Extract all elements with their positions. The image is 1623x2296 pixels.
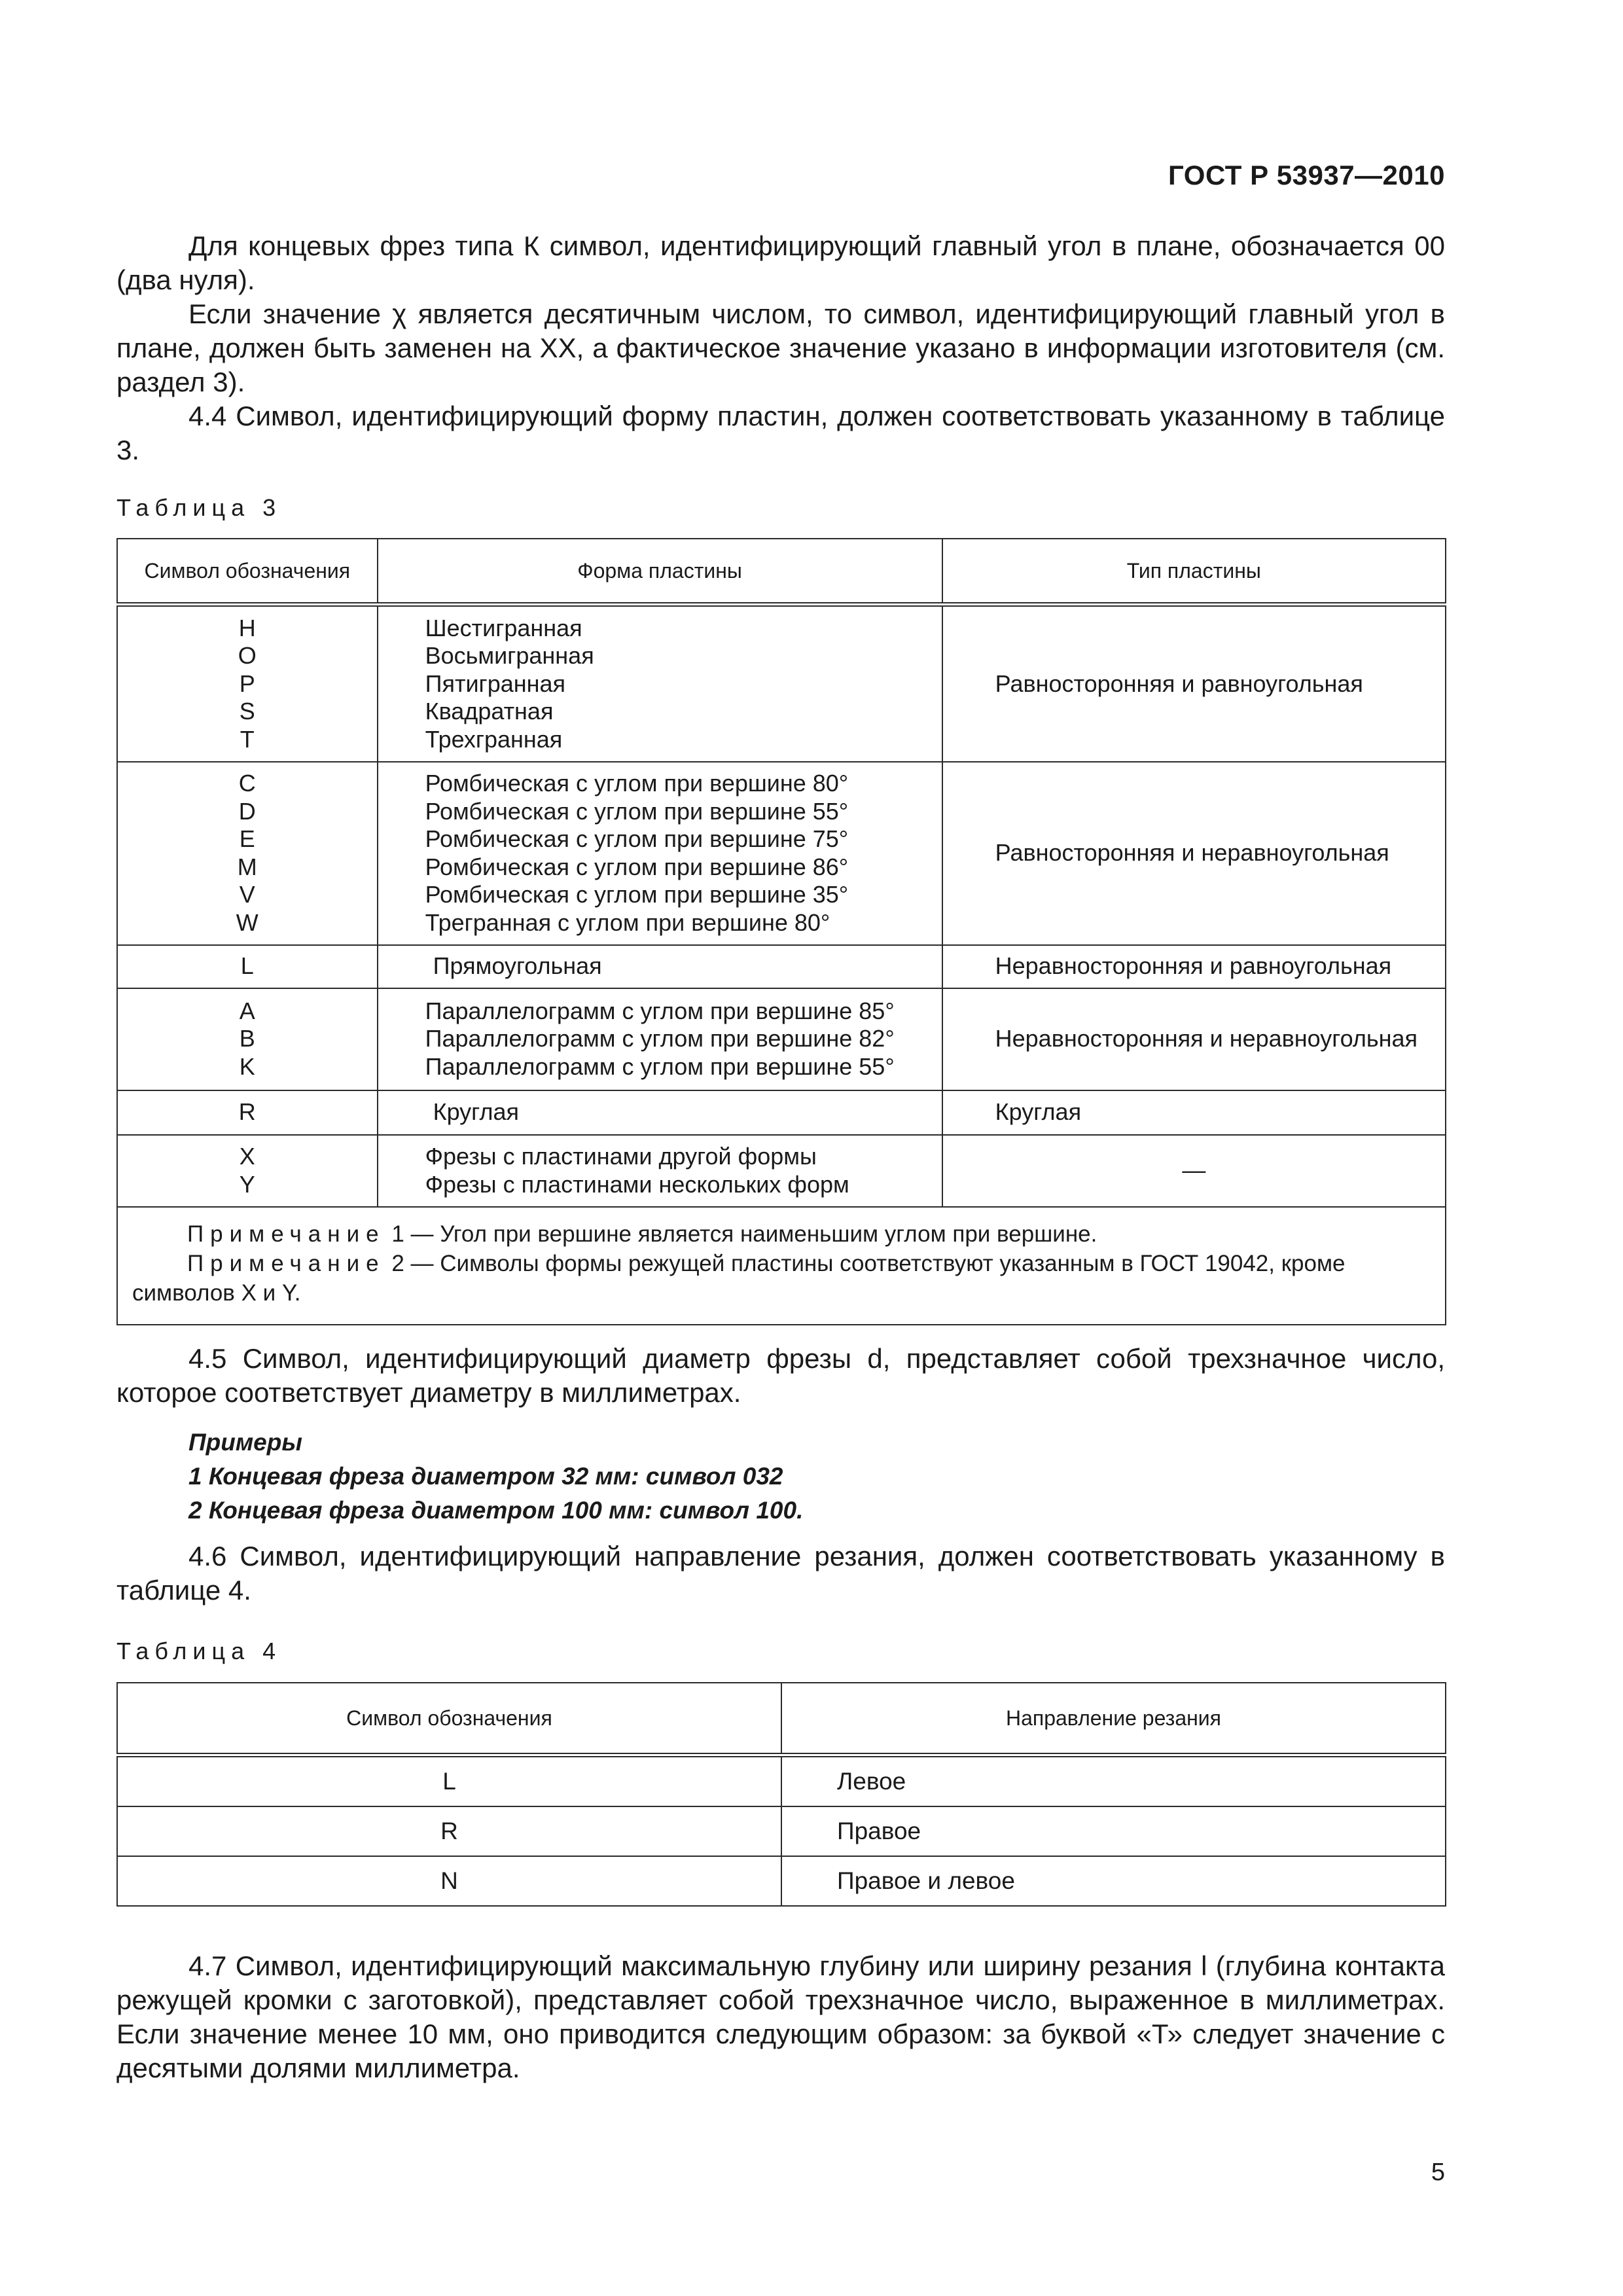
section-4-7-text: 4.7 Символ, идентифицирующий максимальную глубину или ширину резания l (глубина контакта режущей кромки с заготовкой), представляет собой трехзначное число, выраженное в миллиметрах. Если значение менее 10 мм, оно приводится следующим образом: за буквой «Т» следует значение с десятыми долями миллиметра. [116,1950,1445,2083]
symbol: E [239,825,255,852]
note-label: Примечание [187,1250,385,1276]
table3-notes-row [117,1207,1446,1325]
symbol: P [239,670,255,697]
section-4-5-text: 4.5 Символ, идентифицирующий диаметр фрезы d, представляет собой трехзначное число, которое соответствует диаметру в миллиметрах. [116,1343,1445,1408]
table3-symbols-cell [117,1090,378,1135]
shape: Восьмигранная [425,642,594,669]
shape: Ромбическая с углом при вершине 35° [425,881,849,908]
symbol: B [239,1025,255,1052]
table-row [117,1806,1446,1856]
symbol: W [236,908,259,936]
note-text: 1 — Угол при вершине является наименьшим углом при вершине. [391,1221,1097,1247]
symbol: C [238,770,256,797]
symbol: T [240,725,255,753]
table4-symbol-cell: N [117,1856,781,1906]
table3-shapes-cell [378,605,942,762]
table3-shapes-cell [378,1090,942,1135]
table3-type-cell [942,988,1446,1090]
shape: Шестигранная [425,614,582,641]
table4-direction-cell: Правое и левое [781,1856,1446,1906]
table3-symbols-cell [117,945,378,988]
table4-direction-cell: Левое [781,1755,1446,1807]
page-number: 5 [1431,2159,1445,2186]
symbol: H [238,614,256,641]
table3-header-row [117,539,1446,605]
table4-direction-cell: Правое [781,1806,1446,1856]
table3-type-cell: Равносторонняя и неравноугольная [942,762,1446,945]
example-1: 1 Концевая фреза диаметром 32 мм: символ 032 [188,1463,783,1490]
table-row [117,762,1446,945]
symbol: Y [239,1170,255,1198]
table3-shapes-cell [378,1135,942,1207]
table4-header-direction: Направление резания [781,1683,1446,1755]
section-4-7 [116,1949,1445,2085]
table3-symbols-cell [117,762,378,945]
shape: Ромбическая с углом при вершине 75° [425,825,849,852]
shape: Параллелограмм с углом при вершине 82° [425,1025,895,1052]
symbol: M [237,853,257,880]
table3-note-2 [132,1249,1432,1308]
table4-symbol-cell: L [117,1755,781,1807]
shape: Ромбическая с углом при вершине 55° [425,797,849,825]
shape: Фрезы с пластинами другой формы [425,1143,817,1170]
table4-caption: Таблица 4 [116,1638,282,1664]
shape: Трехгранная [425,725,563,753]
symbol: V [239,881,255,908]
table-row [117,945,1446,988]
table-row [117,1090,1446,1135]
intro-paragraph-1-text: Для концевых фрез типа К символ, идентифицирующий главный угол в плане, обозначается 00 (два нуля). [116,230,1445,295]
note-text: 2 — Символы формы режущей пластины соответствуют указанным в ГОСТ 19042, кроме символов X и Y. [132,1250,1346,1306]
table3-type-cell: Равносторонняя и равноугольная [942,605,1446,762]
table-4 [116,1682,1446,1907]
table3-type-cell: Неравносторонняя и равноугольная [942,945,1446,988]
intro-paragraph-1 [116,229,1445,297]
table3-type-cell: Круглая [942,1090,1446,1135]
intro-paragraph-2-text: Если значение χ является десятичным числом, то символ, идентифицирующий главный угол в плане, должен быть заменен на XX, а фактическое значение указано в информации изготовителя (см. раздел 3). [116,298,1445,397]
table3-symbols-cell [117,988,378,1090]
table-row [117,1755,1446,1807]
note-label: Примечание [187,1221,385,1247]
table-row [117,605,1446,762]
table4-header-symbol: Символ обозначения [117,1683,781,1755]
symbol: L [240,952,254,980]
table3-header-type: Тип пластины [942,539,1446,605]
table3-shapes-cell [378,762,942,945]
table3-shapes-cell [378,945,942,988]
shape: Квадратная [425,698,554,725]
table3-symbols-cell [117,1135,378,1207]
shape: Параллелограмм с углом при вершине 85° [425,997,895,1024]
table3-header-shape: Форма пластины [378,539,942,605]
table3-shapes-cell [378,988,942,1090]
type-text: Неравносторонняя и неравноугольная [995,1025,1418,1052]
shape: Прямоугольная [433,952,602,980]
shape: Пятигранная [425,670,566,697]
table-3 [116,538,1446,1325]
shape: Ромбическая с углом при вершине 80° [425,770,849,797]
intro-paragraph-3 [116,399,1445,467]
symbol: A [239,997,255,1024]
symbol: S [239,698,255,725]
table-row [117,1856,1446,1906]
table4-symbol-cell: R [117,1806,781,1856]
symbol: X [239,1143,255,1170]
shape: Параллелограмм с углом при вершине 55° [425,1052,895,1080]
table-row [117,988,1446,1090]
symbol: O [238,642,257,669]
table3-note-1 [132,1219,1432,1249]
examples-block [188,1426,803,1528]
shape: Круглая [433,1098,520,1126]
section-4-6 [116,1539,1445,1607]
shape: Фрезы с пластинами нескольких форм [425,1170,849,1198]
table3-notes-cell [117,1207,1446,1325]
document-number: ГОСТ Р 53937—2010 [1168,160,1445,190]
symbol: D [238,797,256,825]
table3-caption: Таблица 3 [116,494,282,521]
table3-header-symbol: Символ обозначения [117,539,378,605]
intro-paragraph-2 [116,297,1445,399]
shape: Ромбическая с углом при вершине 86° [425,853,849,880]
section-4-6-text: 4.6 Символ, идентифицирующий направление резания, должен соответствовать указанному в таблице 4. [116,1541,1445,1605]
table-row [117,1135,1446,1207]
symbol: K [239,1052,255,1080]
section-4-5 [116,1342,1445,1410]
table3-type-cell: — [942,1135,1446,1207]
symbol: R [238,1098,256,1126]
examples-title: Примеры [188,1429,302,1456]
example-2: 2 Концевая фреза диаметром 100 мм: символ 100. [188,1497,804,1524]
intro-paragraph-3-text: 4.4 Символ, идентифицирующий форму пластин, должен соответствовать указанному в таблице 3. [116,401,1445,465]
table4-header-row [117,1683,1446,1755]
shape: Трегранная с углом при вершине 80° [425,908,830,936]
table3-symbols-cell [117,605,378,762]
